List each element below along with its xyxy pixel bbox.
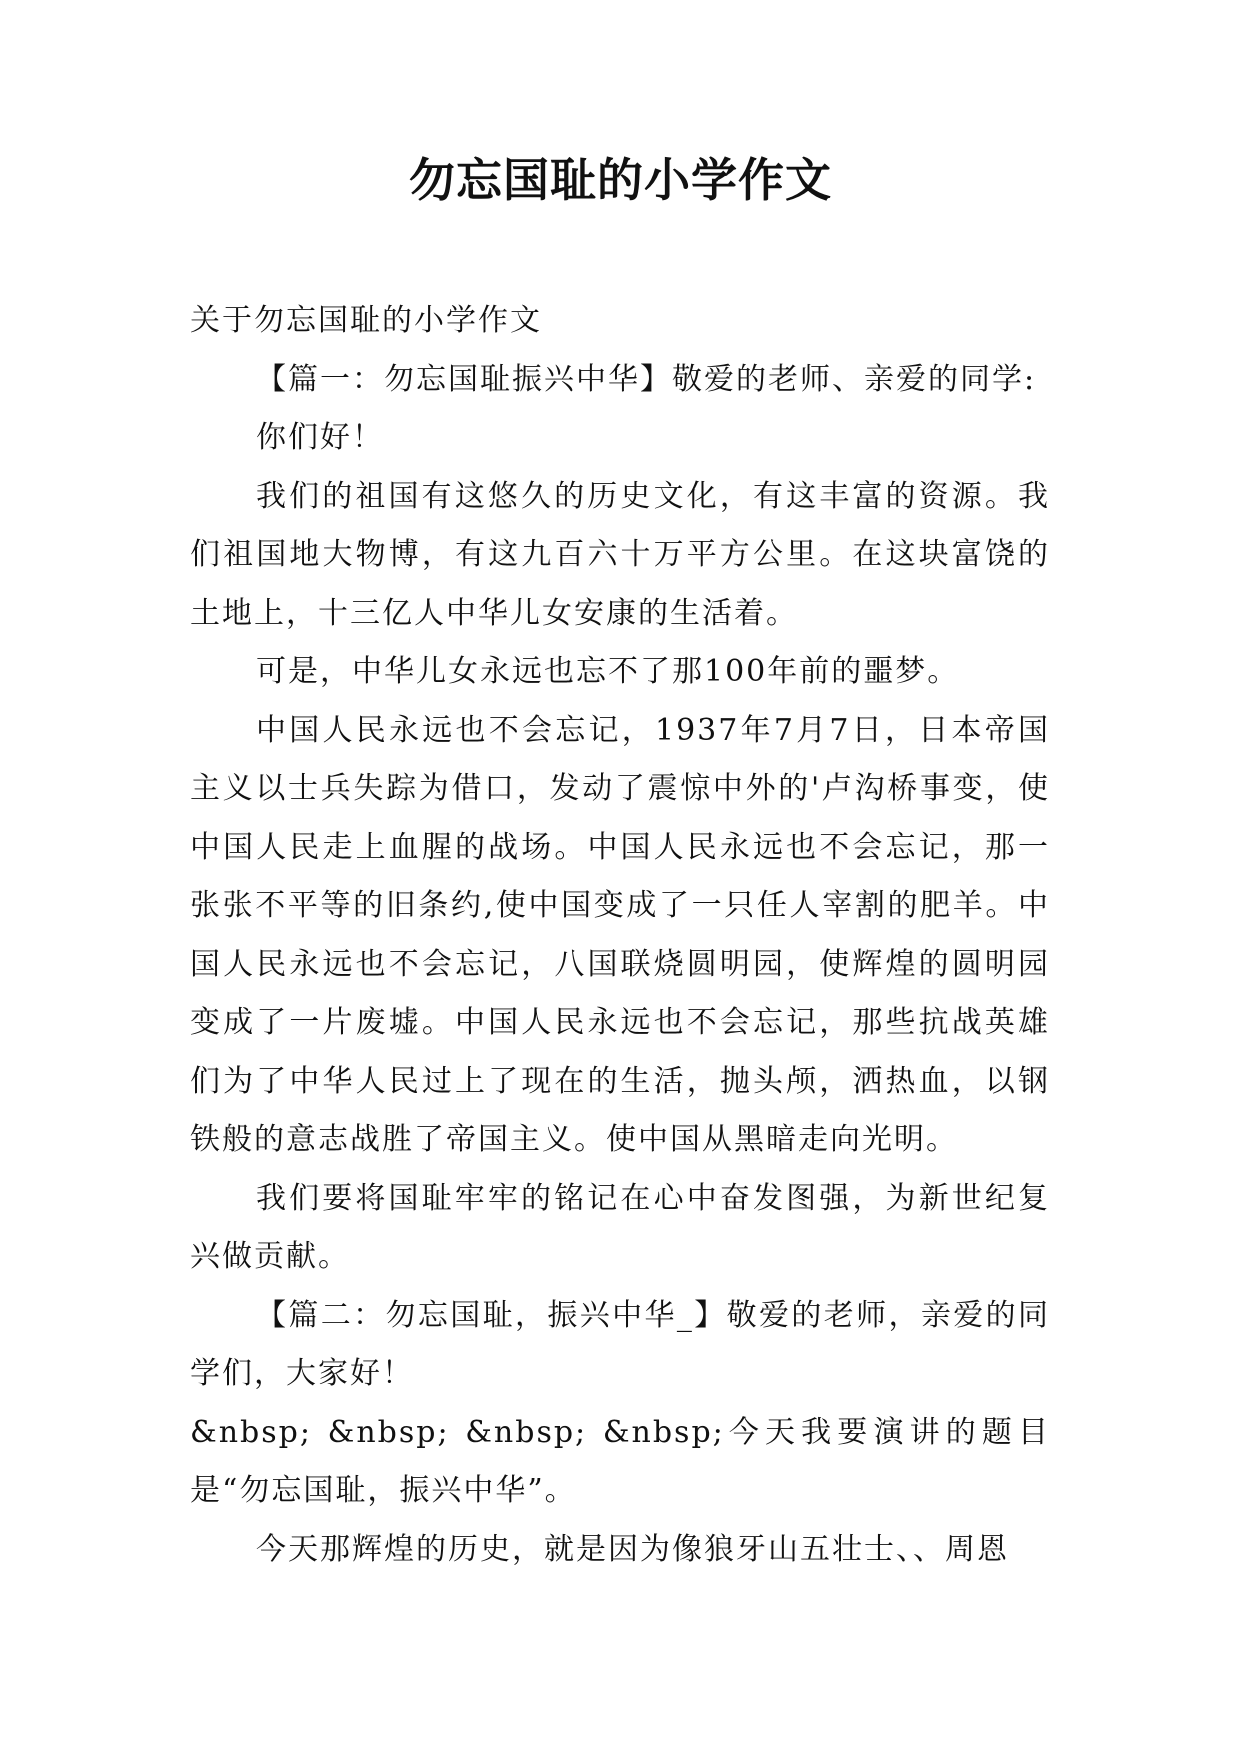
paragraph-remember: 我们要将国耻牢牢的铭记在心中奋发图强，为新世纪复兴做贡献。 bbox=[190, 1180, 1050, 1274]
paragraph-heading: 关于勿忘国耻的小学作文 bbox=[190, 303, 542, 338]
document-body bbox=[190, 292, 1050, 1579]
paragraph-history: 中国人民永远也不会忘记，1937年7月7日，日本帝国主义以士兵失踪为借口，发动了震惊中外的'卢沟桥事变，使中国人民走上血腥的战场。中国人民永远也不会忘记，那一张张不平等的旧条约,使中国变成了一只任人宰割的肥羊。中国人民永远也不会忘记，八国联烧圆明园，使辉煌的圆明园变成了一片废墟。中国人民永远也不会忘记，那些抗战英雄们为了中华人民过上了现在的生活，抛头颅，洒热血，以钢铁般的意志战胜了帝国主义。使中国从黑暗走向光明。 bbox=[190, 712, 1050, 1157]
paragraph-part-one-opening: 【篇一：勿忘国耻振兴中华】敬爱的老师、亲爱的同学: bbox=[256, 361, 1037, 397]
paragraph-motherland: 我们的祖国有这悠久的历史文化，有这丰富的资源。我们祖国地大物博，有这九百六十万平方公里。在这块富饶的土地上，十三亿人中华儿女安康的生活着。 bbox=[190, 478, 1050, 631]
paragraph-glorious-history: 今天那辉煌的历史，就是因为像狼牙山五壮士、、周恩 bbox=[256, 1531, 1009, 1567]
paragraph-greeting: 你们好！ bbox=[256, 420, 384, 455]
paragraph-speech-topic: &nbsp; &nbsp; &nbsp; &nbsp;今天我要演讲的题目是“勿忘国耻，振兴中华”。 bbox=[190, 1414, 1050, 1508]
paragraph-nightmare: 可是，中华儿女永远也忘不了那100年前的噩梦。 bbox=[256, 654, 960, 689]
paragraph-part-two-opening: 【篇二：勿忘国耻，振兴中华_】敬爱的老师，亲爱的同学们，大家好！ bbox=[190, 1297, 1050, 1391]
document-title: 勿忘国耻的小学作文 bbox=[409, 153, 832, 207]
